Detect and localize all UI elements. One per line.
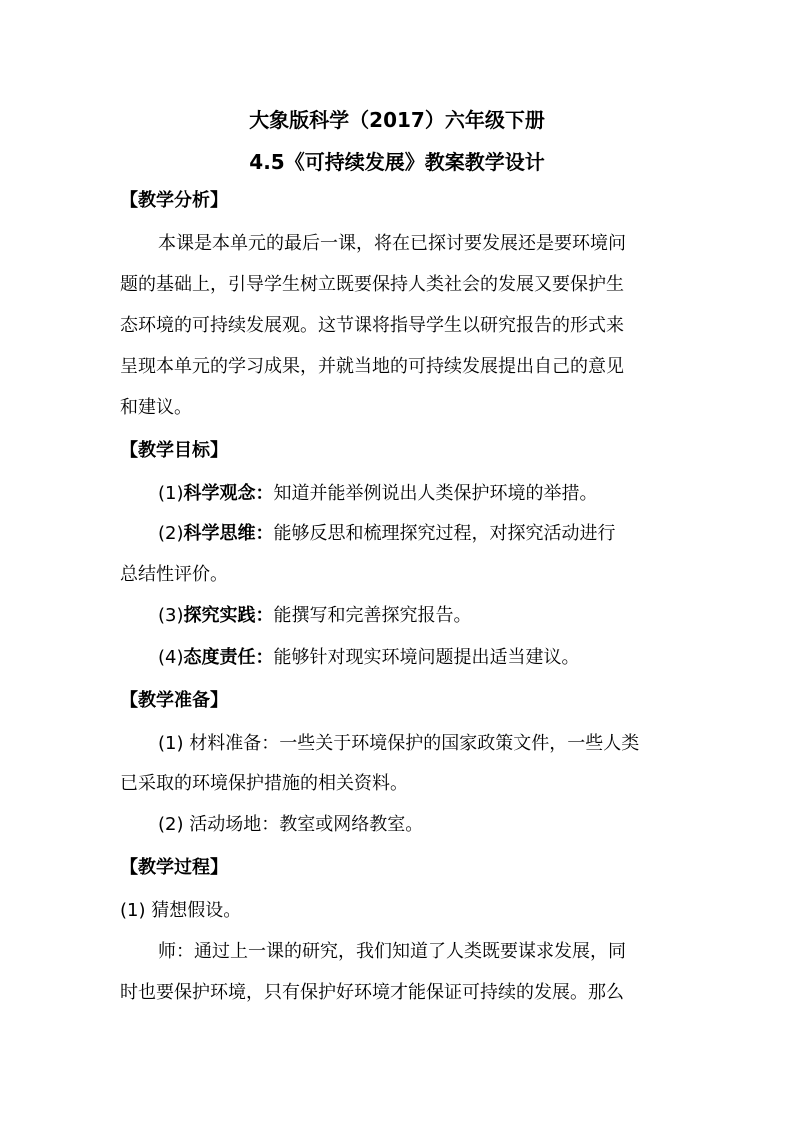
section-heading-preparation: 【教学准备】 xyxy=(120,690,228,711)
goal-text: 知道并能举例说出人类保护环境的举措。 xyxy=(273,483,598,504)
goal-label: 科学思维： xyxy=(183,523,274,544)
process-step-1: (1) 猜想假设。 xyxy=(120,900,242,921)
document-title-line1: 大象版科学（2017）六年级下册 xyxy=(249,108,545,132)
goal-number: (2) xyxy=(158,523,184,544)
section-heading-goals: 【教学目标】 xyxy=(120,440,228,461)
goal-number: (4) xyxy=(158,647,184,668)
analysis-line-5: 和建议。 xyxy=(120,397,192,418)
process-teacher-line-1: 师：通过上一课的研究，我们知道了人类既要谋求发展，同 xyxy=(158,941,626,962)
process-teacher-line-2: 时也要保护环境，只有保护好环境才能保证可持续的发展。那么 xyxy=(120,982,624,1003)
analysis-line-4: 呈现本单元的学习成果，并就当地的可持续发展提出自己的意见 xyxy=(120,356,624,377)
goal-item-3 xyxy=(158,604,472,628)
goal-item-4 xyxy=(158,646,580,670)
preparation-item-1-line-2: 已采取的环境保护措施的相关资料。 xyxy=(120,773,408,794)
analysis-line-3: 态环境的可持续发展观。这节课将指导学生以研究报告的形式来 xyxy=(120,315,624,336)
section-heading-process: 【教学过程】 xyxy=(120,857,228,878)
analysis-line-2: 题的基础上，引导学生树立既要保持人类社会的发展又要保护生 xyxy=(120,274,624,295)
goal-text: 能够针对现实环境问题提出适当建议。 xyxy=(273,647,580,668)
goal-item-2 xyxy=(158,522,616,546)
goal-label: 探究实践： xyxy=(183,605,274,626)
goal-label: 态度责任： xyxy=(183,647,274,668)
goal-text: 能够反思和梳理探究过程，对探究活动进行 xyxy=(273,523,616,544)
goal-item-1 xyxy=(158,482,598,506)
section-heading-analysis: 【教学分析】 xyxy=(120,190,228,211)
goal-number: (1) xyxy=(158,483,184,504)
goal-text: 能撰写和完善探究报告。 xyxy=(273,605,472,626)
goal-number: (3) xyxy=(158,605,184,626)
preparation-item-1-line-1: (1) 材料准备：一些关于环境保护的国家政策文件，一些人类 xyxy=(158,733,640,754)
analysis-line-1: 本课是本单元的最后一课，将在已探讨要发展还是要环境问 xyxy=(158,233,626,254)
goal-item-2-continued: 总结性评价。 xyxy=(120,564,228,585)
preparation-item-2: (2) 活动场地：教室或网络教室。 xyxy=(158,814,424,835)
goal-label: 科学观念： xyxy=(183,483,274,504)
document-title-line2: 4.5《可持续发展》教案教学设计 xyxy=(249,150,545,174)
